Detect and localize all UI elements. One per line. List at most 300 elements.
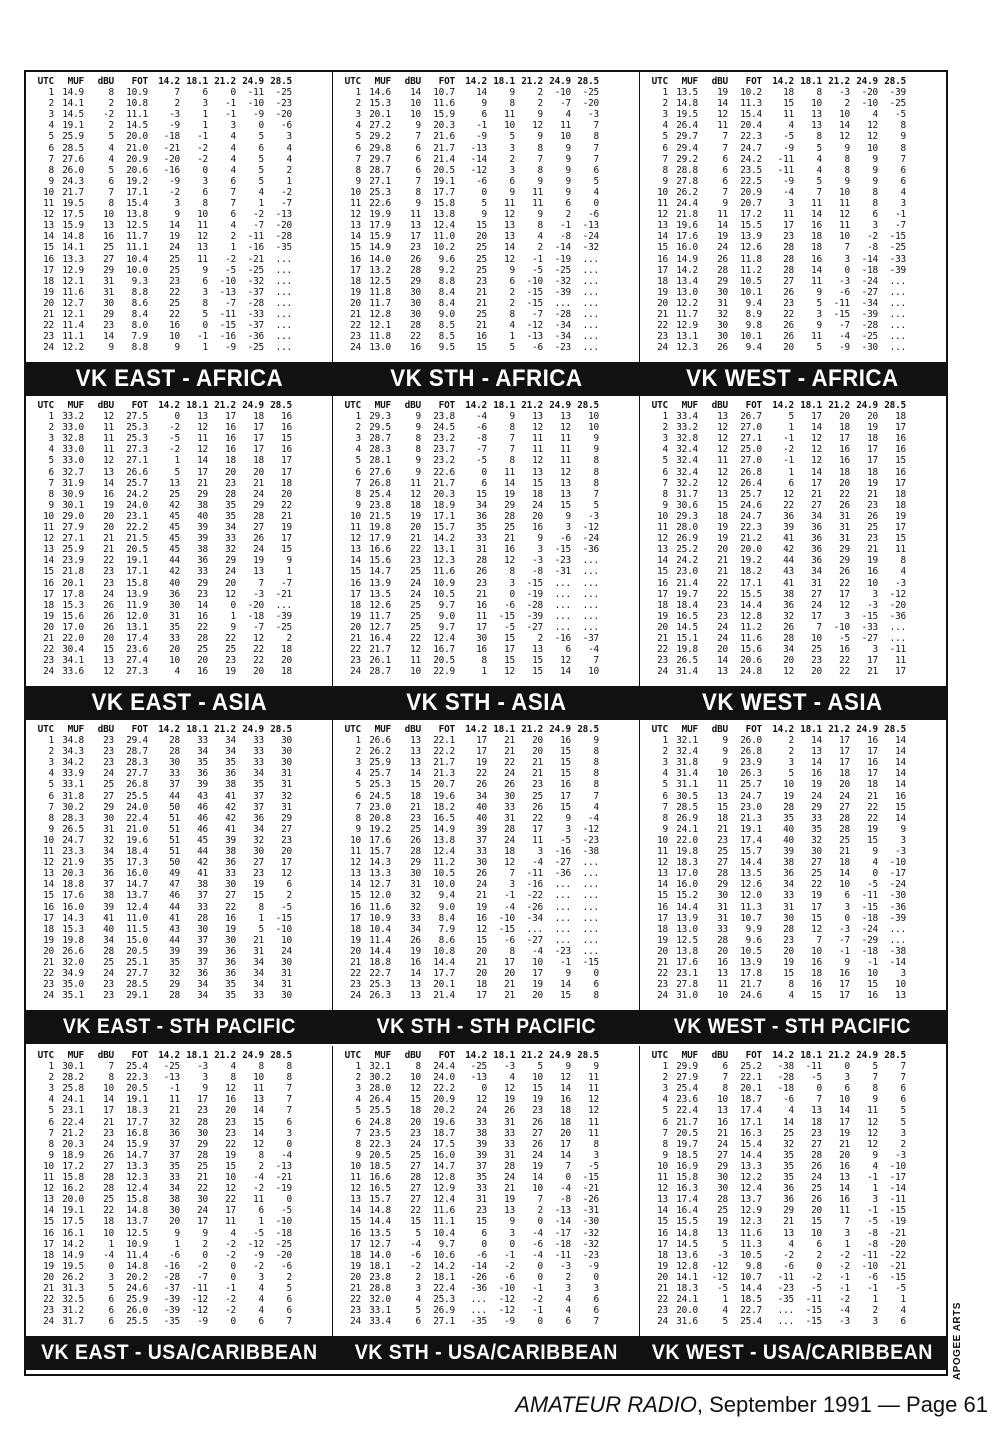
table-cell: 14 (476, 87, 487, 99)
table-cell: -36 (470, 1282, 487, 1294)
table-cell: 30 (103, 297, 114, 309)
table-cell: 9 (415, 198, 421, 210)
table-cell: -8 (867, 1238, 878, 1250)
table-cell: 11 (811, 198, 822, 210)
table-cell: 22 (476, 768, 487, 780)
table-cell: 15 (560, 801, 571, 813)
table-cell: 4 (230, 153, 236, 165)
table-cell: 4 (565, 1305, 571, 1317)
table-cell: 9.8 (745, 320, 762, 332)
table-cell: 26.5 (676, 655, 698, 667)
table-cell: 12 (43, 857, 54, 869)
table-cell: 20 (717, 945, 728, 957)
column-header: MUF (67, 400, 84, 411)
table-cell: 29 (197, 488, 208, 500)
table-cell: 17 (476, 735, 487, 747)
table-cell: 27 (253, 857, 264, 869)
table-cell: 17 (253, 444, 264, 456)
table-cell: 32 (281, 790, 292, 802)
table-cell: 17 (197, 1094, 208, 1106)
table-cell: 0 (816, 1260, 822, 1272)
column-header: MUF (67, 76, 84, 87)
table-cell: 14.3 (62, 912, 84, 924)
table-cell: 4 (900, 566, 906, 578)
table-cell: 25.5 (369, 1105, 391, 1117)
table-cell: 25.8 (62, 1083, 84, 1095)
table-cell: 12 (839, 599, 850, 611)
table-cell: 29.2 (676, 153, 698, 165)
table-cell: 22 (657, 968, 668, 980)
table-cell: 8 (108, 87, 114, 99)
table-cell: 10 (532, 956, 543, 968)
table-cell: 24 (504, 1172, 515, 1184)
table-cell: 13 (103, 220, 114, 232)
table-cell: 34 (197, 990, 208, 1002)
table-cell: 4 (355, 1094, 361, 1106)
table-cell: ... (582, 331, 599, 343)
table-cell: 1 (900, 1294, 906, 1306)
table-cell: 20.1 (433, 979, 455, 991)
table-cell: ... (470, 1305, 487, 1317)
table-cell: -17 (554, 1227, 571, 1239)
table-cell: 5 (537, 1061, 543, 1073)
table-cell: 5 (48, 1105, 54, 1117)
table-cell: 3 (844, 610, 850, 622)
table-cell: 24.5 (433, 422, 455, 434)
table-cell: 27 (253, 522, 264, 534)
table-cell: 7 (355, 801, 361, 813)
table-cell: 31.8 (62, 790, 84, 802)
table-row (646, 924, 942, 935)
table-cell: 10.1 (740, 286, 762, 298)
table-cell: 10 (410, 666, 421, 678)
table-cell: ... (582, 599, 599, 611)
table-cell: -15 (526, 286, 543, 298)
table-cell: 34 (225, 746, 236, 758)
table-cell: 35 (225, 979, 236, 991)
table-cell: 3 (355, 109, 361, 121)
table-cell: 13 (839, 1172, 850, 1184)
table-cell: 9.5 (438, 342, 455, 354)
table-row (339, 131, 635, 142)
table-cell: -1 (867, 1205, 878, 1217)
table-cell: 3 (286, 1127, 292, 1139)
table-cell: 13 (560, 477, 571, 489)
table-cell: 14 (103, 331, 114, 343)
table-cell: 18.2 (740, 566, 762, 578)
table-cell: 16 (43, 901, 54, 913)
table-cell: 7 (722, 1072, 728, 1084)
table-cell: 6 (415, 1316, 421, 1328)
table-cell: ... (554, 297, 571, 309)
table-cell: 16 (811, 768, 822, 780)
table-cell: 9 (565, 968, 571, 980)
table-cell: 23 (811, 655, 822, 667)
table-cell: 22.5 (740, 175, 762, 187)
table-cell: 24 (103, 588, 114, 600)
table-cell: 6 (722, 1061, 728, 1073)
table-cell: -15 (833, 308, 850, 320)
table-cell: 31 (410, 879, 421, 891)
table-cell: 18 (811, 1116, 822, 1128)
table-row (339, 946, 635, 957)
table-cell: 28 (783, 801, 794, 813)
column-header: FOT (438, 1050, 455, 1061)
table-cell: -36 (889, 610, 906, 622)
table-cell: 7 (355, 477, 361, 489)
table-cell: 20.2 (433, 1105, 455, 1117)
table-cell: -27 (861, 632, 878, 644)
table-row (339, 467, 635, 478)
table-cell: 14 (560, 1083, 571, 1095)
table-cell: 26 (532, 1138, 543, 1150)
table-cell: 6 (48, 1116, 54, 1128)
column-header: 14.2 (772, 1050, 794, 1061)
column-header: 28.5 (884, 1050, 906, 1061)
table-row (339, 957, 635, 968)
table-cell: 29 (103, 801, 114, 813)
table-row (32, 1216, 328, 1227)
table-cell: 14.4 (740, 857, 762, 869)
table-cell: 17.0 (676, 868, 698, 880)
table-row (646, 868, 942, 879)
table-cell: 23 (197, 1105, 208, 1117)
table-cell: 2 (509, 286, 515, 298)
table-cell: 16 (350, 253, 361, 265)
table-cell: 4 (662, 1094, 668, 1106)
table-cell: 27.7 (126, 968, 148, 980)
table-cell: 12 (197, 231, 208, 243)
table-row (339, 411, 635, 422)
table-cell: 12.8 (433, 1172, 455, 1184)
table-cell: -3 (169, 109, 180, 121)
table-cell: 31 (476, 544, 487, 556)
table-cell: 1 (872, 1183, 878, 1195)
table-row (339, 735, 635, 746)
table-cell: -13 (554, 1205, 571, 1217)
table-cell: 28 (717, 868, 728, 880)
table-cell: -1 (839, 1271, 850, 1283)
table-cell: 16 (811, 253, 822, 265)
table-cell: 0 (593, 968, 599, 980)
table-row (646, 342, 942, 353)
table-cell: -2 (103, 109, 114, 121)
table-cell: ... (889, 308, 906, 320)
table-cell: ... (582, 308, 599, 320)
table-cell: 15.0 (126, 934, 148, 946)
table-cell: 23 (281, 834, 292, 846)
table-cell: 9 (537, 175, 543, 187)
table-cell: -1 (504, 890, 515, 902)
table-cell: 10 (839, 186, 850, 198)
table-cell: 43 (783, 566, 794, 578)
table-cell: 22 (657, 644, 668, 656)
table-cell: 32.1 (369, 1061, 391, 1073)
table-cell: -35 (470, 1316, 487, 1328)
table-cell: 27.0 (740, 455, 762, 467)
table-cell: 36 (103, 868, 114, 880)
table-cell: 28.2 (62, 1072, 84, 1084)
table-cell: 16 (717, 1116, 728, 1128)
table-row (646, 768, 942, 779)
table-cell: 4 (355, 768, 361, 780)
column-header: 14.2 (465, 400, 487, 411)
table-row (646, 611, 942, 622)
table-cell: 30 (197, 1194, 208, 1206)
table-cell: 16.8 (126, 1127, 148, 1139)
table-cell: 27 (410, 1183, 421, 1195)
table-cell: 2 (537, 1205, 543, 1217)
table-cell: 30 (281, 956, 292, 968)
table-cell: 11 (43, 1172, 54, 1184)
table-cell: ... (526, 923, 543, 935)
table-cell: 20.0 (126, 131, 148, 143)
table-cell: 46 (197, 812, 208, 824)
table-cell: 8 (48, 164, 54, 176)
column-header: MUF (67, 724, 84, 735)
table-cell: 20.5 (126, 945, 148, 957)
table-cell: 31 (717, 901, 728, 913)
table-cell: -20 (582, 98, 599, 110)
table-cell: 5 (662, 455, 668, 467)
table-cell: 33.4 (369, 1316, 391, 1328)
table-cell: 33.6 (62, 666, 84, 678)
table-row (339, 1272, 635, 1283)
table-row (646, 1283, 942, 1294)
table-cell: 4 (48, 768, 54, 780)
route-title: VK STH - AFRICA (389, 365, 583, 392)
table-cell: -5 (253, 1227, 264, 1239)
table-row (646, 644, 942, 655)
table-cell: 22 (410, 1205, 421, 1217)
table-cell: -12 (191, 1305, 208, 1317)
table-cell: 33 (169, 1172, 180, 1184)
table-cell: 18 (867, 779, 878, 791)
table-cell: 16 (476, 644, 487, 656)
table-cell: 10 (867, 577, 878, 589)
table-cell: 15 (657, 890, 668, 902)
table-cell: 31.0 (676, 990, 698, 1002)
table-cell: -9 (783, 175, 794, 187)
table-cell: 20.4 (740, 120, 762, 132)
table-row (339, 1228, 635, 1239)
table-cell: 8 (593, 768, 599, 780)
table-cell: 35 (783, 1149, 794, 1161)
table-cell: 22 (225, 1194, 236, 1206)
table-row (32, 779, 328, 790)
table-cell: -34 (554, 320, 571, 332)
table-row (32, 411, 328, 422)
table-cell: 8.4 (131, 308, 148, 320)
table-row (32, 109, 328, 120)
table-cell: 9.8 (745, 1260, 762, 1272)
table-cell: 12 (867, 1116, 878, 1128)
table-cell: 17 (350, 912, 361, 924)
table-cell: 11 (560, 455, 571, 467)
table-cell: 39 (783, 846, 794, 858)
section-band (26, 720, 946, 1010)
column-header: FOT (745, 724, 762, 735)
table-cell: 23.5 (740, 164, 762, 176)
table-cell: -12 (498, 1294, 515, 1306)
table-row (339, 1239, 635, 1250)
table-cell: 19 (657, 934, 668, 946)
table-row (32, 835, 328, 846)
table-cell: 23 (225, 655, 236, 667)
table-cell: 5 (415, 1305, 421, 1317)
table-cell: 19 (532, 1094, 543, 1106)
table-cell: ... (582, 286, 599, 298)
table-cell: 13.3 (740, 1160, 762, 1172)
table-cell: 46 (169, 890, 180, 902)
table-cell: 21 (839, 846, 850, 858)
table-cell: 25.4 (740, 1316, 762, 1328)
table-cell: 3 (872, 1194, 878, 1206)
table-row (339, 320, 635, 331)
table-cell: 15 (476, 934, 487, 946)
table-cell: 13 (197, 411, 208, 423)
table-cell: 11 (197, 220, 208, 232)
table-cell: 20 (657, 945, 668, 957)
table-cell: 20 (657, 1271, 668, 1283)
table-cell: 51 (169, 823, 180, 835)
table-cell: 4 (355, 444, 361, 456)
table-cell: 21 (350, 308, 361, 320)
table-cell: 15.8 (676, 1172, 698, 1184)
table-cell: ... (582, 857, 599, 869)
table-cell: 21 (197, 477, 208, 489)
table-cell: 5 (108, 164, 114, 176)
table-cell: 8 (593, 746, 599, 758)
table-cell: 15 (350, 890, 361, 902)
table-cell: 16.5 (369, 1183, 391, 1195)
table-cell: -2 (811, 1271, 822, 1283)
table-cell: -25 (861, 331, 878, 343)
table-cell: 22 (410, 544, 421, 556)
table-cell: 2 (509, 153, 515, 165)
table-cell: 26.0 (126, 1305, 148, 1317)
table-cell: 23 (103, 577, 114, 589)
table-cell: 32 (225, 544, 236, 556)
table-cell: 15.9 (62, 220, 84, 232)
table-cell: 23 (783, 934, 794, 946)
table-cell: 16 (867, 566, 878, 578)
table-cell: 28 (839, 812, 850, 824)
table-cell: 15 (225, 1160, 236, 1172)
table-cell: 16.0 (676, 879, 698, 891)
table-cell: 3 (48, 109, 54, 121)
table-cell: 26.6 (62, 945, 84, 957)
table-cell: 27 (811, 588, 822, 600)
table-cell: 21 (717, 555, 728, 567)
table-cell: 25 (410, 823, 421, 835)
table-cell: 35.0 (62, 979, 84, 991)
table-cell: 18 (103, 1216, 114, 1228)
table-cell: 3 (258, 1271, 264, 1283)
table-cell: -13 (275, 1160, 292, 1172)
table-cell: 2 (844, 98, 850, 110)
table-cell: 14 (410, 87, 421, 99)
table-cell: 32 (410, 890, 421, 902)
table-cell: 25 (717, 1205, 728, 1217)
table-cell: 21.0 (126, 823, 148, 835)
table-cell: 3 (662, 1083, 668, 1095)
table-cell: 8 (816, 131, 822, 143)
table-cell: 26 (532, 1116, 543, 1128)
table-cell: 18 (350, 275, 361, 287)
table-cell: 17 (281, 455, 292, 467)
table-cell: 33 (476, 1183, 487, 1195)
table-cell: 19 (350, 610, 361, 622)
table-cell: 27 (717, 857, 728, 869)
table-cell: 31.8 (676, 757, 698, 769)
table-cell: 34 (103, 846, 114, 858)
table-cell: 18 (43, 599, 54, 611)
column-header: 21.2 (828, 724, 850, 735)
table-cell: ... (554, 599, 571, 611)
table-cell: 46 (197, 823, 208, 835)
table-cell: -9 (476, 131, 487, 143)
table-cell: 33 (197, 735, 208, 747)
table-cell: 29.1 (126, 990, 148, 1002)
table-cell: 6 (565, 198, 571, 210)
table-row (339, 633, 635, 644)
table-cell: 14.7 (369, 566, 391, 578)
table-cell: 32 (410, 901, 421, 913)
table-row (646, 120, 942, 131)
table-cell: ... (275, 599, 292, 611)
table-row (339, 298, 635, 309)
table-cell: 12 (350, 1183, 361, 1195)
table-cell: 8 (509, 945, 515, 957)
table-cell: 3 (662, 757, 668, 769)
table-row (32, 342, 328, 353)
table-cell: 34 (225, 522, 236, 534)
table-cell: 19 (717, 533, 728, 545)
table-cell: 22 (657, 320, 668, 332)
table-cell: 5 (355, 1105, 361, 1117)
column-header: 14.2 (158, 1050, 180, 1061)
table-cell: ... (582, 934, 599, 946)
table-row (339, 87, 635, 98)
table-cell: 19 (532, 1160, 543, 1172)
table-cell: 18 (560, 1116, 571, 1128)
table-cell: 24.2 (676, 555, 698, 567)
table-cell: 20.0 (62, 1194, 84, 1206)
table-cell: 19.1 (62, 120, 84, 132)
table-cell: 11.8 (740, 253, 762, 265)
table-cell: 17 (839, 588, 850, 600)
table-cell: 33 (476, 1116, 487, 1128)
table-cell: 15.3 (62, 599, 84, 611)
table-cell: -8 (476, 433, 487, 445)
table-cell: 9 (565, 175, 571, 187)
table-cell: 25 (532, 790, 543, 802)
table-cell: -15 (861, 901, 878, 913)
table-cell: 17 (895, 522, 906, 534)
table-cell: 21 (43, 1282, 54, 1294)
table-cell: -7 (281, 198, 292, 210)
table-cell: 23 (103, 990, 114, 1002)
table-cell: 22 (43, 320, 54, 332)
table-cell: 36 (783, 868, 794, 880)
table-cell: 11 (560, 433, 571, 445)
table-cell: 29.9 (676, 1061, 698, 1073)
table-cell: 14 (811, 757, 822, 769)
table-row (646, 1261, 942, 1272)
table-row (32, 946, 328, 957)
table-cell: 15 (43, 242, 54, 254)
